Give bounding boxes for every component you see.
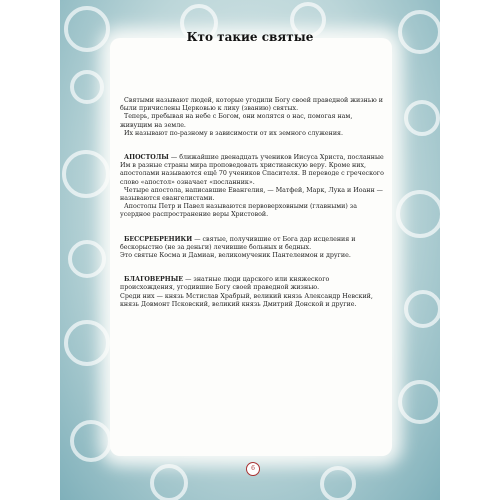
pious-term: БЛАГОВЕРНЫЕ [124, 276, 184, 284]
apostles-term: АПОСТОЛЫ [124, 154, 169, 162]
unmercenaries-text: — святые, получившие от Бога дар исцеления и бескорыстно (не за деньги) лечившие больных и бедных. [120, 235, 356, 251]
pious-examples: Среди них — князь Мстислав Храбрый, великий князь Александр Невский, князь Довмонт Псковский, великий князь Дмитрий Донской и другие. [120, 292, 373, 308]
pious-text: — знатные люди царского или княжеского происхождения, угодившие Богу своей праведной жизнью. [120, 276, 330, 292]
pious-definition [120, 276, 384, 292]
frame-ornament [64, 6, 110, 52]
frame-ornament [404, 290, 440, 328]
frame-ornament [150, 464, 188, 500]
frame-ornament [62, 150, 110, 198]
apostles-peter-paul: Апостолы Петр и Павел называются первоверховными (главными) за усердное распространение веры Христовой. [120, 203, 357, 219]
frame-ornament [396, 190, 440, 238]
frame-ornament [320, 466, 356, 500]
frame-ornament [398, 380, 440, 424]
page-number: 6 [246, 462, 260, 476]
apostles-text: — ближайшие двенадцать учеников Иисуса Христа, посланные Им в разные страны мира проповедовать христианскую веру. Кроме них, апостолами называются ещё 70 учеников Спасителя. В переводе с греческого слово «апостол» означает «посланник». [120, 154, 384, 186]
frame-ornament [404, 100, 440, 136]
frame-ornament [68, 240, 106, 278]
apostles-evangelists: Четыре апостола, написавшие Евангелия, — Матфей, Марк, Лука и Иоанн — называются евангелистами. [120, 186, 383, 203]
intro-paragraph: Теперь, пребывая на небе с Богом, они молятся о нас, помогая нам, живущим на земле. [120, 113, 353, 129]
frame-ornament [70, 420, 112, 462]
intro-paragraph: Их называют по-разному в зависимости от их земного служения. [124, 129, 344, 137]
frame-ornament [64, 320, 110, 366]
page-title: Кто такие святые [186, 30, 314, 44]
apostles-definition [120, 154, 384, 187]
unmercenaries-examples: Это святые Косма и Дамиан, великомученик Пантелеимон и другие. [120, 252, 351, 260]
unmercenaries-definition [120, 236, 384, 252]
intro-paragraph: Святыми называют людей, которые угодили Богу своей праведной жизнью и были причислены Церковью к лику (званию) святых. [120, 97, 383, 113]
article-body [120, 97, 384, 309]
frame-ornament [70, 70, 104, 104]
unmercenaries-term: БЕССРЕБРЕНИКИ [124, 235, 193, 243]
